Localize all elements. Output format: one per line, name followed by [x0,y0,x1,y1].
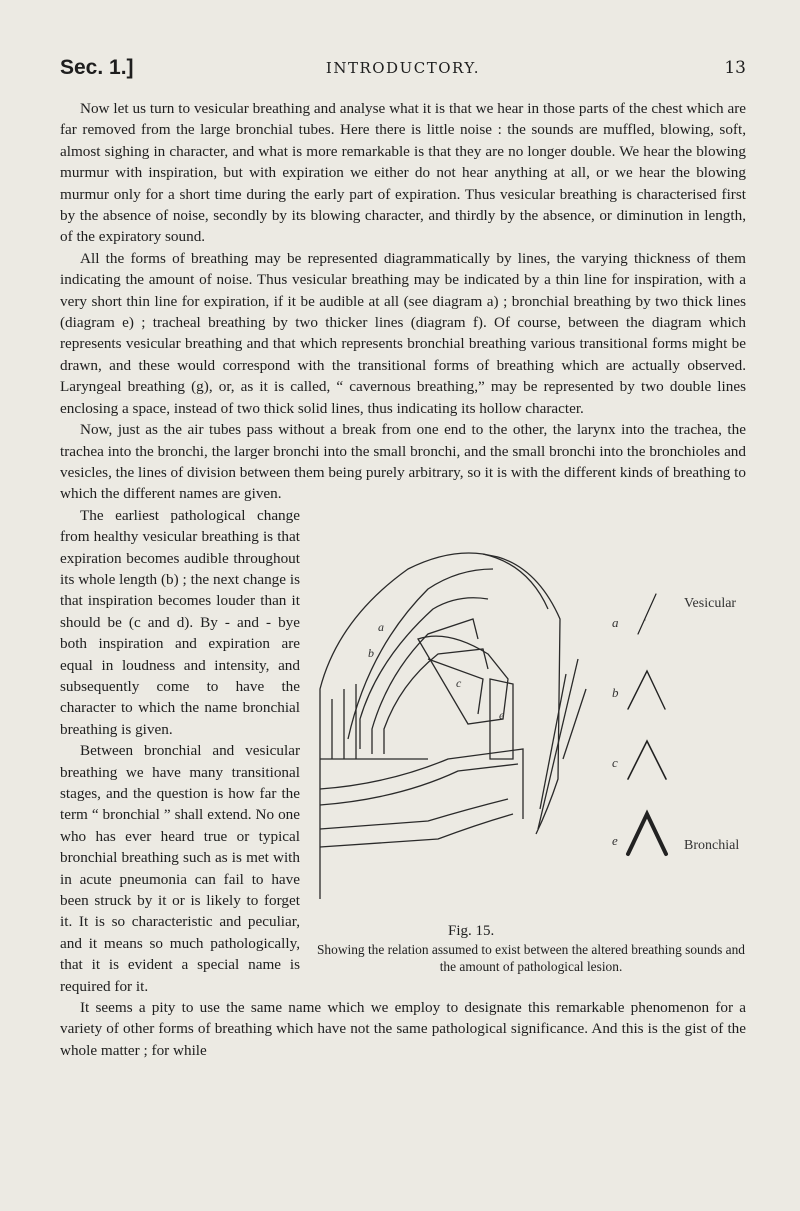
inner-label-a: a [378,619,384,634]
inner-label-b: b [368,645,374,660]
diagram-label-b: b [612,684,619,700]
diagram-label-a: a [612,614,619,630]
glyph-b [628,671,665,709]
breathing-lesion-diagram [308,509,754,939]
section-label: Sec. 1.] [60,56,134,79]
body-text [60,98,746,1061]
chapter-title: INTRODUCTORY. [325,59,481,77]
glyph-c [628,741,666,779]
paragraph-vesicular-breathing: Now let us turn to vesicular breathing and analyse what it is that we hear in those parts of the chest which are far removed from the large bronchial tubes. Here there is little noise : the sounds are muffled, blowing, soft, almost sighing in character, and what is more remarkable is that they are no longer double. We hear the blowing murmur with inspiration, but with expiration we either do not hear anything at all, or we hear the blowing murmur only for a short time during the early part of expiration. Thus vesicular breathing is characterised first by the absence of noise, secondly by its blowing character, and thirdly by the absence, or diminution in length, of the expiratory sound. [60,100,746,246]
diagram-label-e: e [612,832,618,848]
paragraph-earliest-change: The earliest pathological change from healthy vesicular breathing is that expiration becomes audible throughout its whole length (b) ; the next change is that inspiration becomes louder than it should be (c and d). By - and - bye both inspiration and expiration are equal in loudness and intensity, and subsequently come to have the character to which the name bronchial breathing is given. [60,506,300,738]
figure-15 [308,509,754,974]
paragraph-air-tubes: Now, just as the air tubes pass without a break from one end to the other, the larynx into the trachea, the trachea into the bronchi, the larger bronchi into the small bronchi, and the small bronchi into the bronchioles and vesicles, the lines of division between them being purely arbitrary, so it is with the different kinds of breathing to which the different names are given. [60,421,746,503]
inner-label-c: c [456,675,462,690]
paragraph-pity: It seems a pity to use the same name which we employ to designate this remarkable phenomenon for a variety of other forms of breathing which have not the same pathological significance. And this is the gist of the whole matter ; for while [60,999,746,1059]
glyph-a [638,594,656,634]
paragraph-transitional-stages: Between bronchial and vesicular breathing we have many transitional stages, and the question is how far the term “ bronchial ” shall extend. No one who has ever heard true or typical bronchial breathing such as is met with in acute pneumonia can fail to have been struck by it or is likely to forget it. It is so characteristic and peculiar, and it means so much pathologically, that it is evident a special name is required for it. [60,742,300,995]
glyph-e [628,814,666,854]
label-vesicular: Vesicular [684,595,737,611]
diagram-label-c: c [612,754,618,770]
figure-number: Fig. 15. [448,922,495,939]
running-head [60,56,746,86]
inner-label-e: e [499,707,505,722]
figure-caption: Showing the relation assumed to exist between the altered breathing sounds and the amount of pathological lesion. [316,941,746,974]
label-bronchial: Bronchial [684,837,740,853]
outer-outline [320,553,498,899]
paragraph-diagrammatic-lines: All the forms of breathing may be represented diagrammatically by lines, the varying thickness of them indicating the amount of noise. Thus vesicular breathing may be indicated by a thin line for inspiration, with a very short thin line for expiration, if it be audible at all (see diagram a) ; bronchial breathing by two thick lines (diagram e) ; tracheal breathing by two thicker lines (diagram f). Of course, between the diagram which represents vesicular breathing and that which represents bronchial breathing various transitional forms might be drawn, and these would correspond with the transitional forms of breathing which are actually observed. Laryngeal breathing (g), or, as it is called, “ cavernous breathing,” may be represented by two double lines enclosing a space, instead of two thick solid lines, thus indicating its hollow character. [60,249,746,417]
page-number: 13 [724,58,746,78]
